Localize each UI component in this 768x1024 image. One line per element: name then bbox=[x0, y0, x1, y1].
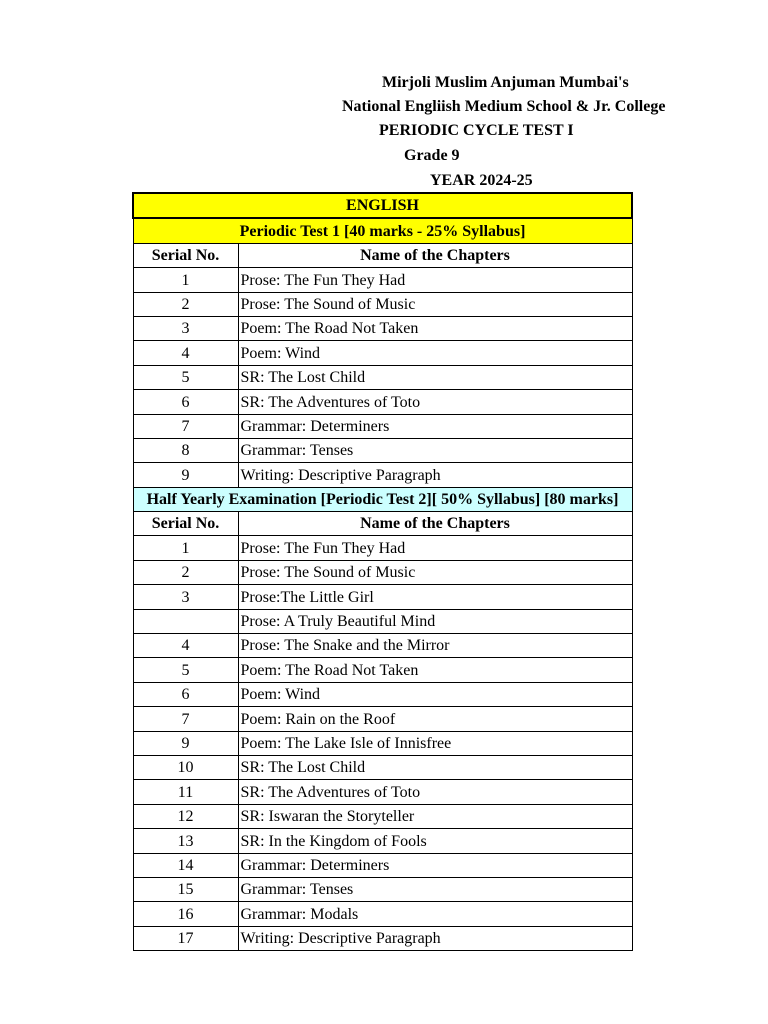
chapter-cell: SR: In the Kingdom of Fools bbox=[238, 829, 632, 853]
serial-cell: 2 bbox=[133, 292, 238, 316]
section1-col-chapters: Name of the Chapters bbox=[238, 243, 632, 267]
chapter-cell: Grammar: Tenses bbox=[238, 877, 632, 901]
table-row bbox=[133, 634, 632, 658]
syllabus-table-body bbox=[133, 193, 632, 951]
table-row bbox=[133, 780, 632, 804]
section1-col-serial: Serial No. bbox=[133, 243, 238, 267]
chapter-cell: Poem: Wind bbox=[238, 682, 632, 706]
table-row bbox=[133, 463, 632, 487]
table-row bbox=[133, 877, 632, 901]
chapter-cell: Writing: Descriptive Paragraph bbox=[238, 926, 632, 950]
section2-title bbox=[133, 487, 632, 511]
table-row bbox=[133, 658, 632, 682]
serial-cell: 17 bbox=[133, 926, 238, 950]
table-row bbox=[133, 682, 632, 706]
chapter-cell: Poem: The Road Not Taken bbox=[238, 658, 632, 682]
chapter-cell: Grammar: Tenses bbox=[238, 438, 632, 462]
table-row bbox=[133, 731, 632, 755]
chapter-cell: Poem: The Lake Isle of Innisfree bbox=[238, 731, 632, 755]
section1-title: Periodic Test 1 [40 marks - 25% Syllabus] bbox=[133, 218, 632, 243]
serial-cell: 8 bbox=[133, 438, 238, 462]
table-row bbox=[133, 609, 632, 633]
serial-cell: 11 bbox=[133, 780, 238, 804]
test-title-heading: PERIODIC CYCLE TEST I bbox=[379, 122, 574, 139]
table-row bbox=[133, 438, 632, 462]
syllabus-table bbox=[132, 192, 633, 951]
serial-cell: 6 bbox=[133, 390, 238, 414]
chapter-cell: Prose: A Truly Beautiful Mind bbox=[238, 609, 632, 633]
section2-title-row bbox=[133, 487, 632, 511]
table-row bbox=[133, 365, 632, 389]
serial-cell: 9 bbox=[133, 463, 238, 487]
chapter-cell: Prose:The Little Girl bbox=[238, 585, 632, 609]
chapter-cell: SR: Iswaran the Storyteller bbox=[238, 804, 632, 828]
school-trust-heading: Mirjoli Muslim Anjuman Mumbai's bbox=[382, 74, 629, 91]
section2-col-chapters: Name of the Chapters bbox=[238, 512, 632, 536]
serial-cell: 6 bbox=[133, 682, 238, 706]
table-row bbox=[133, 292, 632, 316]
table-row bbox=[133, 707, 632, 731]
table-row bbox=[133, 536, 632, 560]
chapter-cell: Prose: The Fun They Had bbox=[238, 268, 632, 292]
serial-cell: 7 bbox=[133, 707, 238, 731]
serial-cell: 15 bbox=[133, 877, 238, 901]
chapter-cell: Prose: The Snake and the Mirror bbox=[238, 634, 632, 658]
school-name-heading: National Engliish Medium School & Jr. College bbox=[342, 98, 666, 115]
chapter-cell: Grammar: Determiners bbox=[238, 414, 632, 438]
subject-row bbox=[133, 193, 632, 218]
table-row bbox=[133, 390, 632, 414]
table-row bbox=[133, 585, 632, 609]
chapter-cell: Poem: Rain on the Roof bbox=[238, 707, 632, 731]
serial-cell: 2 bbox=[133, 560, 238, 584]
table-row bbox=[133, 341, 632, 365]
section1-column-header-row bbox=[133, 243, 632, 267]
serial-cell: 4 bbox=[133, 634, 238, 658]
chapter-cell: Prose: The Sound of Music bbox=[238, 560, 632, 584]
table-row bbox=[133, 926, 632, 950]
year-heading: YEAR 2024-25 bbox=[430, 172, 533, 189]
chapter-cell: Poem: The Road Not Taken bbox=[238, 316, 632, 340]
chapter-cell: Writing: Descriptive Paragraph bbox=[238, 463, 632, 487]
table-row bbox=[133, 829, 632, 853]
serial-cell: 7 bbox=[133, 414, 238, 438]
serial-cell: 13 bbox=[133, 829, 238, 853]
section2-title-text: Half Yearly Examination [Periodic Test 2][ 50% Syllabus] [80 marks] bbox=[146, 491, 619, 509]
table-row bbox=[133, 268, 632, 292]
section2-col-serial: Serial No. bbox=[133, 512, 238, 536]
serial-cell: 14 bbox=[133, 853, 238, 877]
serial-cell: 3 bbox=[133, 316, 238, 340]
serial-cell: 10 bbox=[133, 755, 238, 779]
serial-cell: 5 bbox=[133, 658, 238, 682]
chapter-cell: SR: The Lost Child bbox=[238, 365, 632, 389]
serial-cell: 16 bbox=[133, 902, 238, 926]
serial-cell bbox=[133, 609, 238, 633]
chapter-cell: SR: The Adventures of Toto bbox=[238, 390, 632, 414]
serial-cell: 4 bbox=[133, 341, 238, 365]
chapter-cell: Grammar: Determiners bbox=[238, 853, 632, 877]
table-row bbox=[133, 804, 632, 828]
grade-heading: Grade 9 bbox=[404, 147, 460, 164]
table-row bbox=[133, 560, 632, 584]
chapter-cell: Prose: The Fun They Had bbox=[238, 536, 632, 560]
table-row bbox=[133, 902, 632, 926]
subject-title: ENGLISH bbox=[133, 193, 632, 218]
table-row bbox=[133, 755, 632, 779]
table-row bbox=[133, 414, 632, 438]
serial-cell: 3 bbox=[133, 585, 238, 609]
chapter-cell: SR: The Adventures of Toto bbox=[238, 780, 632, 804]
section1-title-row bbox=[133, 218, 632, 243]
serial-cell: 12 bbox=[133, 804, 238, 828]
chapter-cell: Prose: The Sound of Music bbox=[238, 292, 632, 316]
chapter-cell: Grammar: Modals bbox=[238, 902, 632, 926]
chapter-cell: Poem: Wind bbox=[238, 341, 632, 365]
section2-column-header-row bbox=[133, 512, 632, 536]
serial-cell: 1 bbox=[133, 536, 238, 560]
table-row bbox=[133, 853, 632, 877]
serial-cell: 9 bbox=[133, 731, 238, 755]
serial-cell: 1 bbox=[133, 268, 238, 292]
chapter-cell: SR: The Lost Child bbox=[238, 755, 632, 779]
table-row bbox=[133, 316, 632, 340]
serial-cell: 5 bbox=[133, 365, 238, 389]
